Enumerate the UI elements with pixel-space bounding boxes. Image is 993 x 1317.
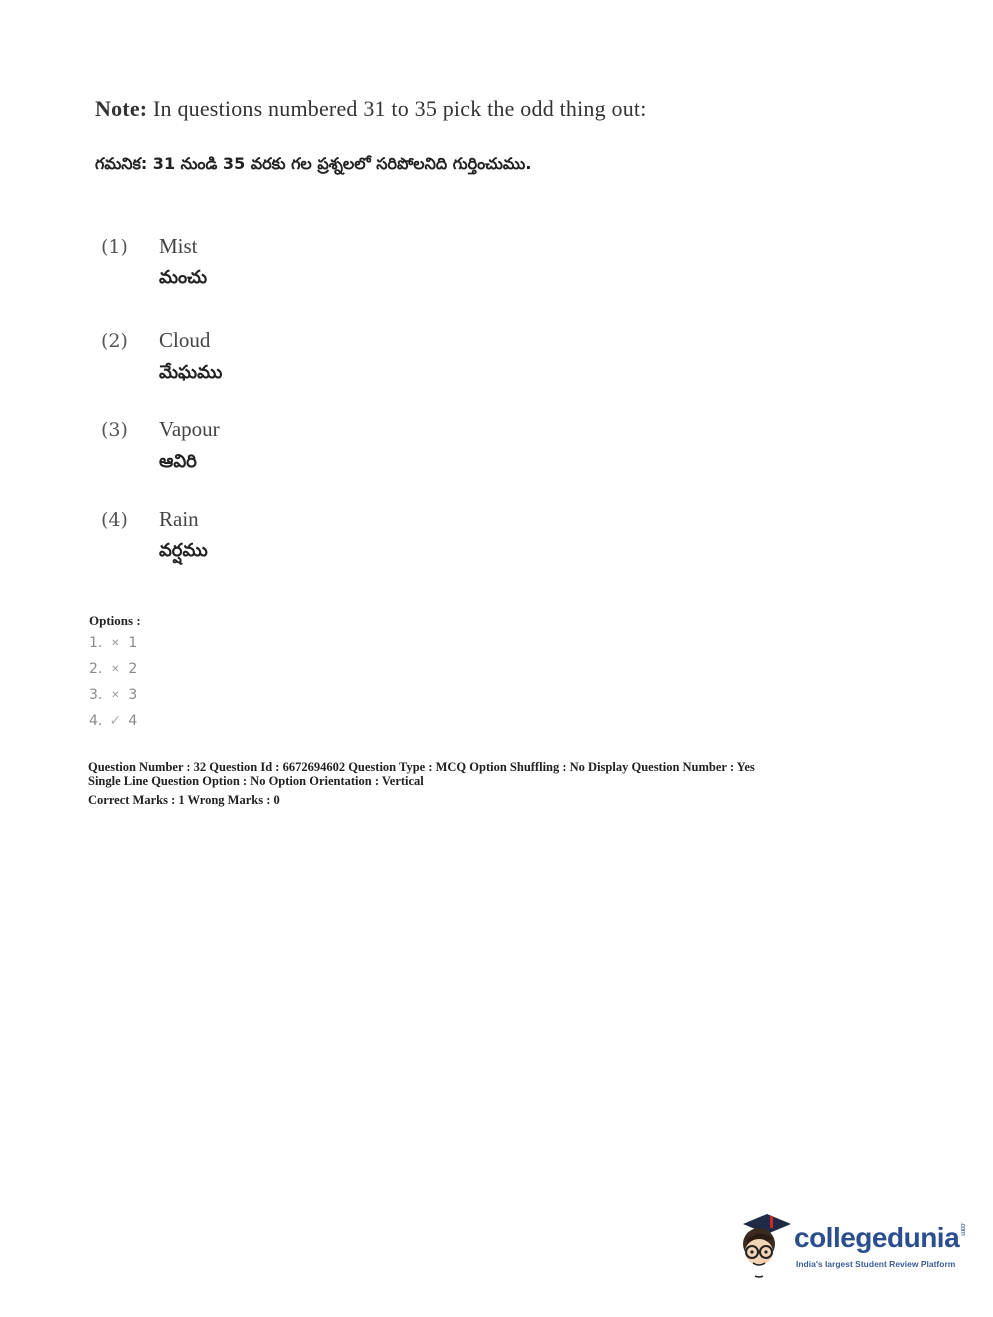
check-icon: ✓ [109, 713, 122, 729]
question-option-english: Mist [159, 234, 198, 258]
choice-value: 1 [128, 635, 138, 651]
choice-value: 4 [128, 713, 138, 729]
question-option-english: Vapour [159, 417, 220, 441]
choice-index: 1. [89, 635, 103, 651]
note-heading [95, 96, 647, 122]
logo-suffix: .com [959, 1222, 967, 1236]
answer-choice [89, 687, 137, 703]
choice-index: 2. [89, 661, 103, 677]
logo-tagline: India's largest Student Review Platform [796, 1259, 956, 1269]
note-telugu: గమనిక: 31 నుండి 35 వరకు గల ప్రశ్నలలో సరిపోలనిది గుర్తించుము. [95, 154, 532, 173]
cross-icon: ✕ [111, 663, 120, 675]
question-option-number: (4) [101, 509, 128, 531]
cross-icon: ✕ [111, 689, 120, 701]
answer-choice [89, 635, 137, 651]
question-option-number: (1) [101, 236, 128, 258]
options-title: Options : [89, 613, 141, 628]
question-meta-line: Single Line Question Option : No Option Orientation : Vertical [88, 774, 424, 788]
question-option-telugu: మంచు [159, 267, 208, 288]
question-option-english: Cloud [159, 328, 211, 352]
question-option-number: (3) [101, 419, 128, 441]
choice-value: 2 [128, 661, 138, 677]
answer-choice [89, 713, 137, 729]
mascot-logo-icon [735, 1210, 795, 1280]
answer-choice [89, 661, 137, 677]
note-text: In questions numbered 31 to 35 pick the odd thing out: [153, 96, 647, 121]
note-label: Note: [95, 96, 148, 121]
logo-name: collegedunia.com [794, 1222, 967, 1253]
question-option-number: (2) [101, 330, 128, 352]
cross-icon: ✕ [111, 637, 120, 649]
question-option-english: Rain [159, 507, 199, 531]
question-option-telugu: ఆవిరి [159, 451, 197, 472]
choice-index: 4. [89, 713, 103, 729]
question-meta-line: Correct Marks : 1 Wrong Marks : 0 [88, 793, 280, 807]
question-option-telugu: మేఘము [159, 362, 223, 383]
choice-value: 3 [128, 687, 138, 703]
question-meta-line: Question Number : 32 Question Id : 6672694602 Question Type : MCQ Option Shuffling : No Display Question Number : Yes [88, 760, 755, 774]
question-option-telugu: వర్షము [159, 540, 208, 561]
choice-index: 3. [89, 687, 103, 703]
